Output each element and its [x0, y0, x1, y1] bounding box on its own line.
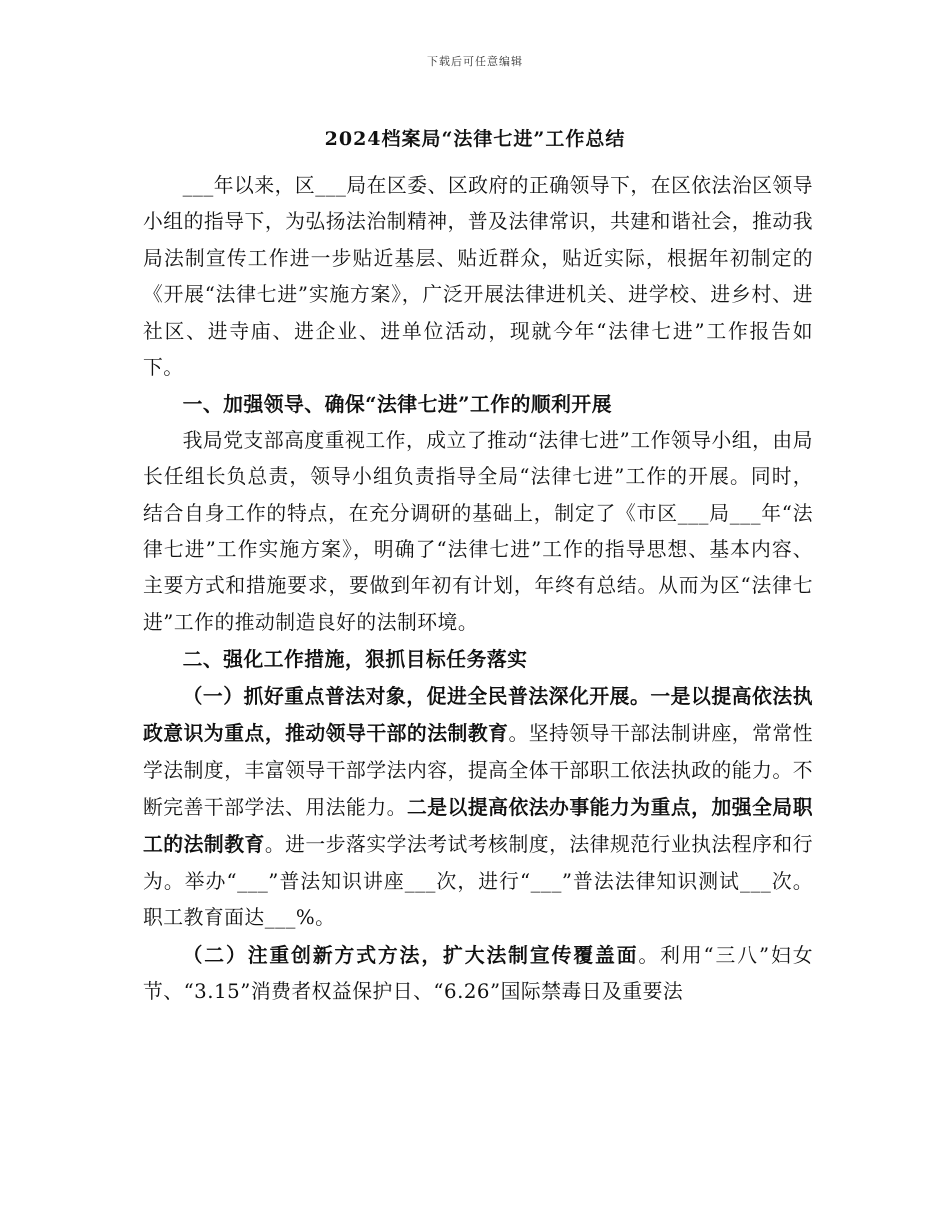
subsection-1-text-a: 。坚持领导干部法制讲座，常常性学法制度，丰富领导干部学法内容，提高全体干部职工依法执政的能力。不断完善干部学法、用法能力。 — [143, 722, 813, 819]
subsection-2-text-a: 。利用“三八”妇女节、“3.15”消费者权益保护日、“6.26”国际禁毒日及重要法 — [143, 943, 813, 1003]
document-body — [143, 168, 813, 1010]
intro-paragraph: ___年以来，区___局在区委、区政府的正确领导下，在区依法治区领导小组的指导下，为弘扬法治制精神，普及法律常识，共建和谐社会，推动我局法制宣传工作进一步贴近基层、贴近群众，贴近实际，根据年初制定的《开展“法律七进”实施方案》，广泛开展法律进机关、进学校、进乡村、进社区、进寺庙、进企业、进单位活动，现就今年“法律七进”工作报告如下。 — [143, 174, 813, 380]
document-title: 2024档案局“法律七进”工作总结 — [324, 128, 626, 150]
subsection-1-bold-lead: （一）抓好重点普法对象，促进全民普法深化开展。一是以提高依法执政意识为重点，推动领导干部的法制教育 — [143, 683, 813, 746]
subsection-2-paragraph — [143, 937, 813, 1011]
subsection-1-paragraph — [143, 678, 813, 937]
header-note: 下载后可任意编辑 — [427, 55, 523, 68]
section-2-heading: 二、强化工作措施，狠抓目标任务落实 — [182, 647, 528, 672]
section-1-paragraph: 我局党支部高度重视工作，成立了推动“法律七进”工作领导小组，由局长任组长负总责，领导小组负责指导全局“法律七进”工作的开展。同时，结合自身工作的特点，在充分调研的基础上，制定了《市区___局___年“法律七进”工作实施方案》，明确了“法律七进”工作的指导思想、基本内容、主要方式和措施要求，要做到年初有计划，年终有总结。从而为区“法律七进”工作的推动制造良好的法制环境。 — [143, 428, 813, 634]
subsection-1-bold-mid: 二是以提高依法办事能力为重点，加强全局职工的法制教育 — [143, 794, 813, 857]
subsection-2-bold-lead: （二）注重创新方式方法，扩大法制宣传覆盖面 — [182, 942, 639, 967]
subsection-1-text-b: 。进一步落实学法考试考核制度，法律规范行业执法程序和行为。举办“___”普法知识讲座___次，进行“___”普法法律知识测试___次。职工教育面达___%。 — [143, 833, 813, 930]
section-1-heading: 一、加强领导、确保“法律七进”工作的顺利开展 — [182, 392, 612, 417]
